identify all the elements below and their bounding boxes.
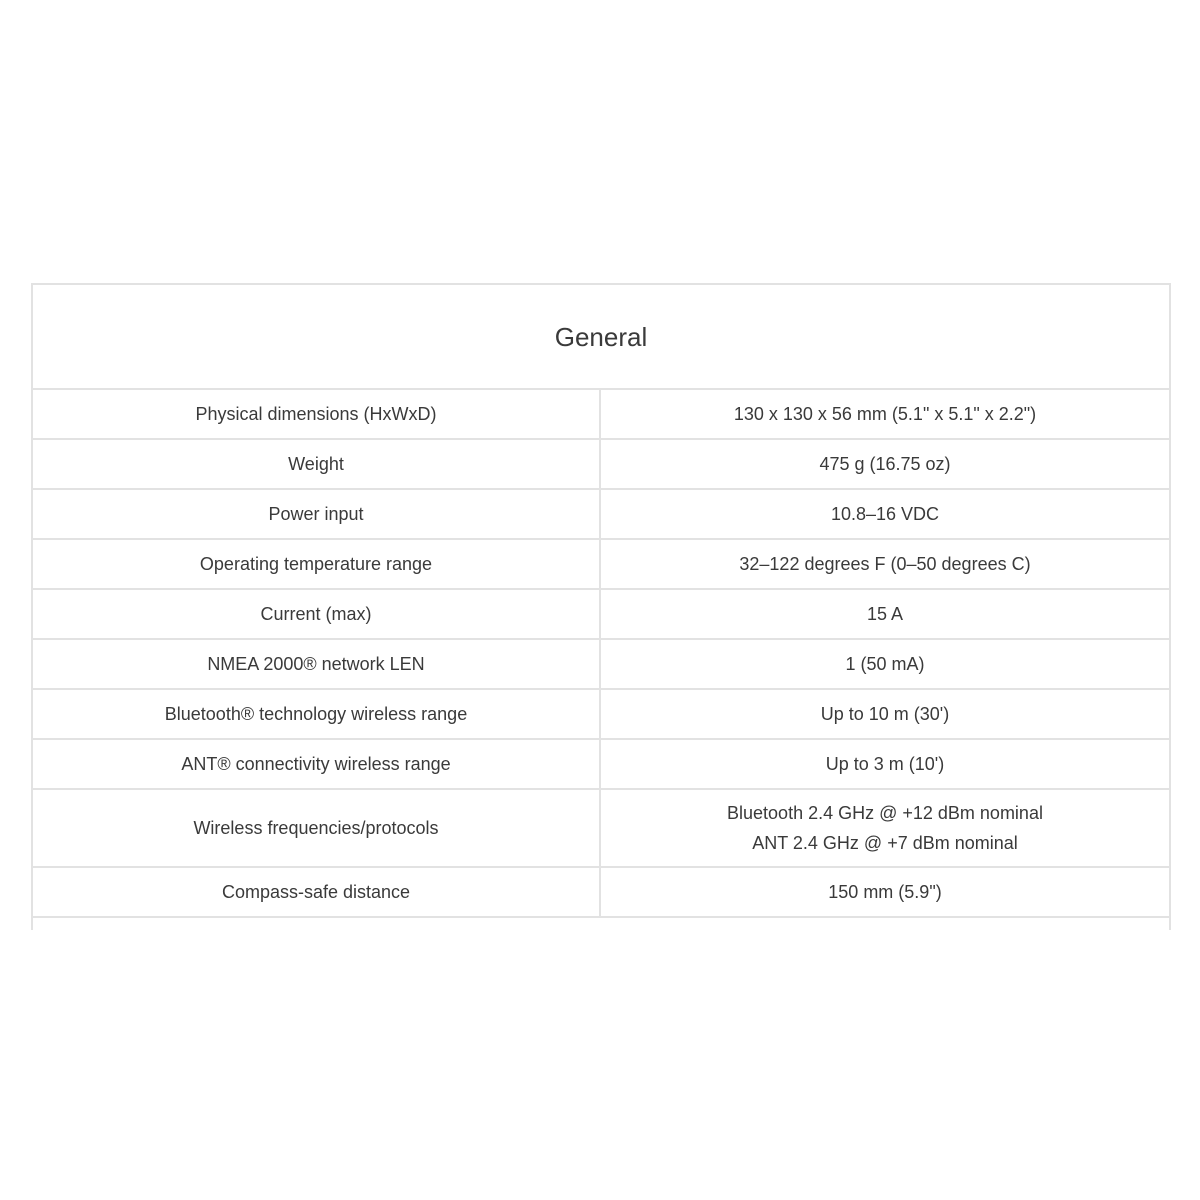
spec-value: 10.8–16 VDC bbox=[830, 504, 940, 524]
spec-value: 1 (50 mA) bbox=[845, 654, 925, 674]
spec-value: 32–122 degrees F (0–50 degrees C) bbox=[739, 554, 1031, 574]
table-row bbox=[33, 590, 1169, 640]
spec-value: Up to 3 m (10') bbox=[825, 754, 945, 774]
table-row bbox=[33, 440, 1169, 490]
table-row bbox=[33, 490, 1169, 540]
spec-label: Power input bbox=[33, 490, 601, 538]
spec-value: 130 x 130 x 56 mm (5.1" x 5.1" x 2.2") bbox=[733, 404, 1037, 424]
table-row bbox=[33, 868, 1169, 918]
spec-table-header bbox=[33, 285, 1169, 390]
spec-value-line: ANT 2.4 GHz @ +7 dBm nominal bbox=[752, 833, 1018, 853]
table-row bbox=[33, 640, 1169, 690]
table-row bbox=[33, 690, 1169, 740]
spec-value: 475 g (16.75 oz) bbox=[819, 454, 951, 474]
spec-label: NMEA 2000® network LEN bbox=[33, 640, 601, 688]
table-row bbox=[33, 740, 1169, 790]
spec-value: Up to 10 m (30') bbox=[820, 704, 950, 724]
table-row bbox=[33, 390, 1169, 440]
table-row bbox=[33, 790, 1169, 868]
spec-label: Bluetooth® technology wireless range bbox=[33, 690, 601, 738]
spec-value-lines bbox=[727, 798, 1043, 858]
table-row bbox=[33, 540, 1169, 590]
spec-label: ANT® connectivity wireless range bbox=[33, 740, 601, 788]
spec-label: Physical dimensions (HxWxD) bbox=[33, 390, 601, 438]
spec-table-title: General bbox=[554, 322, 648, 352]
spec-value: 15 A bbox=[866, 604, 904, 624]
spec-label: Compass-safe distance bbox=[33, 868, 601, 916]
spec-value bbox=[601, 790, 1169, 866]
spec-label: Wireless frequencies/protocols bbox=[33, 790, 601, 866]
spec-value-line: Bluetooth 2.4 GHz @ +12 dBm nominal bbox=[727, 803, 1043, 823]
spec-value: 150 mm (5.9") bbox=[828, 882, 942, 902]
spec-label: Operating temperature range bbox=[33, 540, 601, 588]
spec-table bbox=[31, 283, 1171, 930]
spec-label: Current (max) bbox=[33, 590, 601, 638]
spec-label: Weight bbox=[33, 440, 601, 488]
